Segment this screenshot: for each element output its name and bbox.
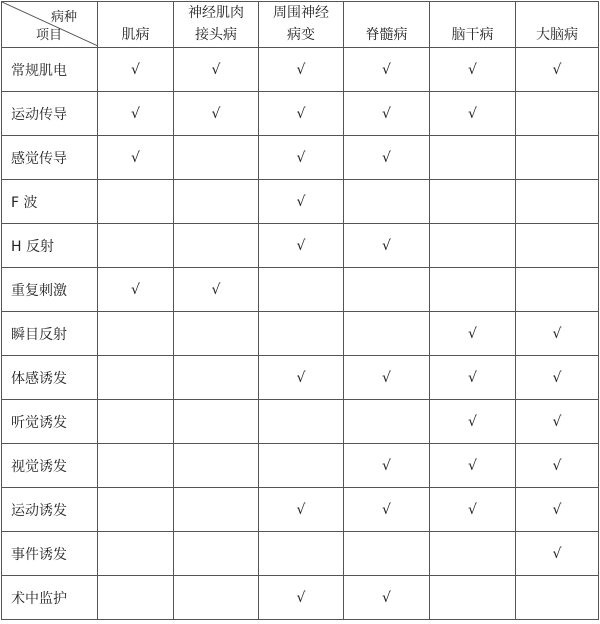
table-row <box>2 312 599 356</box>
check-mark: √ <box>552 545 562 562</box>
row-label: 视觉诱发 <box>2 444 98 488</box>
check-mark: √ <box>296 193 306 210</box>
table-cell <box>174 356 259 400</box>
check-mark: √ <box>552 61 562 78</box>
table-cell <box>430 488 516 532</box>
table-row <box>2 400 599 444</box>
table-cell <box>98 576 174 620</box>
table-cell <box>430 312 516 356</box>
table-cell <box>174 224 259 268</box>
table-cell <box>259 532 344 576</box>
row-label: 瞬目反射 <box>2 312 98 356</box>
table-cell <box>259 136 344 180</box>
column-header-c6 <box>516 2 599 48</box>
table-cell <box>259 400 344 444</box>
column-header-line: 神经肌肉 <box>188 5 244 21</box>
table-cell <box>430 92 516 136</box>
column-header-line: 脊髓病 <box>365 27 408 43</box>
table-cell <box>516 268 599 312</box>
table-cell <box>259 312 344 356</box>
table-cell <box>259 224 344 268</box>
table-row <box>2 268 599 312</box>
table-cell <box>259 444 344 488</box>
table-cell <box>344 268 430 312</box>
column-header-line: 病变 <box>287 27 315 43</box>
table-row <box>2 92 599 136</box>
check-mark: √ <box>382 501 391 518</box>
table-cell <box>259 356 344 400</box>
table-cell <box>430 576 516 620</box>
table-cell <box>259 488 344 532</box>
column-header-line: 接头病 <box>195 27 237 43</box>
column-header-c1 <box>98 2 174 48</box>
check-mark: √ <box>296 105 306 122</box>
check-mark: √ <box>468 61 477 78</box>
check-mark: √ <box>552 501 562 518</box>
table-cell <box>98 136 174 180</box>
column-header-line: 脑干病 <box>451 27 494 43</box>
check-mark: √ <box>131 105 140 122</box>
table-cell <box>259 48 344 92</box>
check-mark: √ <box>296 237 306 254</box>
table-cell <box>516 136 599 180</box>
table-cell <box>259 268 344 312</box>
check-mark: √ <box>296 369 306 386</box>
table-cell <box>516 92 599 136</box>
check-mark: √ <box>468 369 477 386</box>
check-mark: √ <box>382 457 391 474</box>
table-cell <box>516 224 599 268</box>
table-cell <box>516 400 599 444</box>
table-cell <box>174 488 259 532</box>
table-cell <box>174 92 259 136</box>
table-cell <box>516 532 599 576</box>
table-cell <box>344 444 430 488</box>
table-cell <box>174 312 259 356</box>
table-cell <box>516 180 599 224</box>
check-mark: √ <box>468 325 477 342</box>
check-mark: √ <box>382 61 391 78</box>
row-label: 事件诱发 <box>2 532 98 576</box>
table-row <box>2 180 599 224</box>
check-mark: √ <box>552 457 562 474</box>
check-mark: √ <box>468 105 477 122</box>
table-cell <box>344 312 430 356</box>
corner-top-label: 病种 <box>50 10 77 25</box>
column-header-line: 大脑病 <box>536 27 578 43</box>
table-cell <box>516 356 599 400</box>
table-cell <box>174 268 259 312</box>
table-cell <box>174 576 259 620</box>
table-cell <box>174 400 259 444</box>
column-header-c2 <box>174 2 259 48</box>
table-cell <box>430 224 516 268</box>
corner-header-cell <box>2 2 98 48</box>
table-cell <box>430 356 516 400</box>
disease-test-table <box>1 1 599 620</box>
check-mark: √ <box>131 149 140 166</box>
table-cell <box>430 48 516 92</box>
table-cell <box>174 532 259 576</box>
column-header-c3 <box>259 2 344 48</box>
check-mark: √ <box>211 61 221 78</box>
table-body <box>2 2 599 620</box>
table-cell <box>98 268 174 312</box>
check-mark: √ <box>131 61 140 78</box>
table-cell <box>516 48 599 92</box>
table-cell <box>174 136 259 180</box>
table-cell <box>174 180 259 224</box>
table-row <box>2 356 599 400</box>
table-cell <box>430 268 516 312</box>
table-cell <box>98 312 174 356</box>
row-label: 感觉传导 <box>2 136 98 180</box>
row-label: 术中监护 <box>2 576 98 620</box>
header-row <box>2 2 599 48</box>
check-mark: √ <box>382 237 391 254</box>
check-mark: √ <box>552 325 562 342</box>
check-mark: √ <box>211 281 221 298</box>
table-cell <box>344 136 430 180</box>
row-label: 运动传导 <box>2 92 98 136</box>
row-label: 常规肌电 <box>2 48 98 92</box>
table-cell <box>430 400 516 444</box>
table-cell <box>344 224 430 268</box>
table-cell <box>344 92 430 136</box>
table-cell <box>516 312 599 356</box>
check-mark: √ <box>131 281 140 298</box>
column-header-c4 <box>344 2 430 48</box>
table-cell <box>98 356 174 400</box>
column-header-c5 <box>430 2 516 48</box>
check-mark: √ <box>382 589 391 606</box>
row-label: F 波 <box>2 180 98 224</box>
row-label: 重复刺激 <box>2 268 98 312</box>
check-mark: √ <box>296 589 306 606</box>
row-label: 体感诱发 <box>2 356 98 400</box>
table-cell <box>344 48 430 92</box>
table-row <box>2 532 599 576</box>
corner-bottom-label: 项目 <box>36 28 63 43</box>
table-cell <box>174 444 259 488</box>
table-cell <box>516 576 599 620</box>
table-row <box>2 576 599 620</box>
table-row <box>2 488 599 532</box>
table-cell <box>98 48 174 92</box>
table-cell <box>174 48 259 92</box>
table-cell <box>430 136 516 180</box>
table-cell <box>98 488 174 532</box>
table-cell <box>344 576 430 620</box>
table-cell <box>259 92 344 136</box>
table-cell <box>98 180 174 224</box>
check-mark: √ <box>296 61 306 78</box>
table-cell <box>98 92 174 136</box>
table-cell <box>98 224 174 268</box>
check-mark: √ <box>468 501 477 518</box>
table-row <box>2 48 599 92</box>
check-mark: √ <box>211 105 221 122</box>
table-cell <box>344 356 430 400</box>
table-row <box>2 136 599 180</box>
table-cell <box>516 488 599 532</box>
table-cell <box>430 180 516 224</box>
row-label: 运动诱发 <box>2 488 98 532</box>
table-cell <box>259 576 344 620</box>
table-row <box>2 224 599 268</box>
check-mark: √ <box>552 369 562 386</box>
check-mark: √ <box>552 413 562 430</box>
check-mark: √ <box>468 413 477 430</box>
table-cell <box>516 444 599 488</box>
table-cell <box>344 488 430 532</box>
table-cell <box>344 532 430 576</box>
check-mark: √ <box>296 501 306 518</box>
table-cell <box>98 444 174 488</box>
row-label: 听觉诱发 <box>2 400 98 444</box>
column-header-line: 肌病 <box>121 27 150 43</box>
table-row <box>2 444 599 488</box>
table-cell <box>259 180 344 224</box>
check-mark: √ <box>382 105 391 122</box>
column-header-line: 周围神经 <box>273 5 329 21</box>
table-cell <box>98 532 174 576</box>
check-mark: √ <box>382 369 391 386</box>
table-cell <box>344 180 430 224</box>
table-cell <box>98 400 174 444</box>
check-mark: √ <box>382 149 391 166</box>
check-mark: √ <box>296 149 306 166</box>
table-cell <box>344 400 430 444</box>
table-cell <box>430 444 516 488</box>
check-mark: √ <box>468 457 477 474</box>
table-cell <box>430 532 516 576</box>
row-label: H 反射 <box>2 224 98 268</box>
